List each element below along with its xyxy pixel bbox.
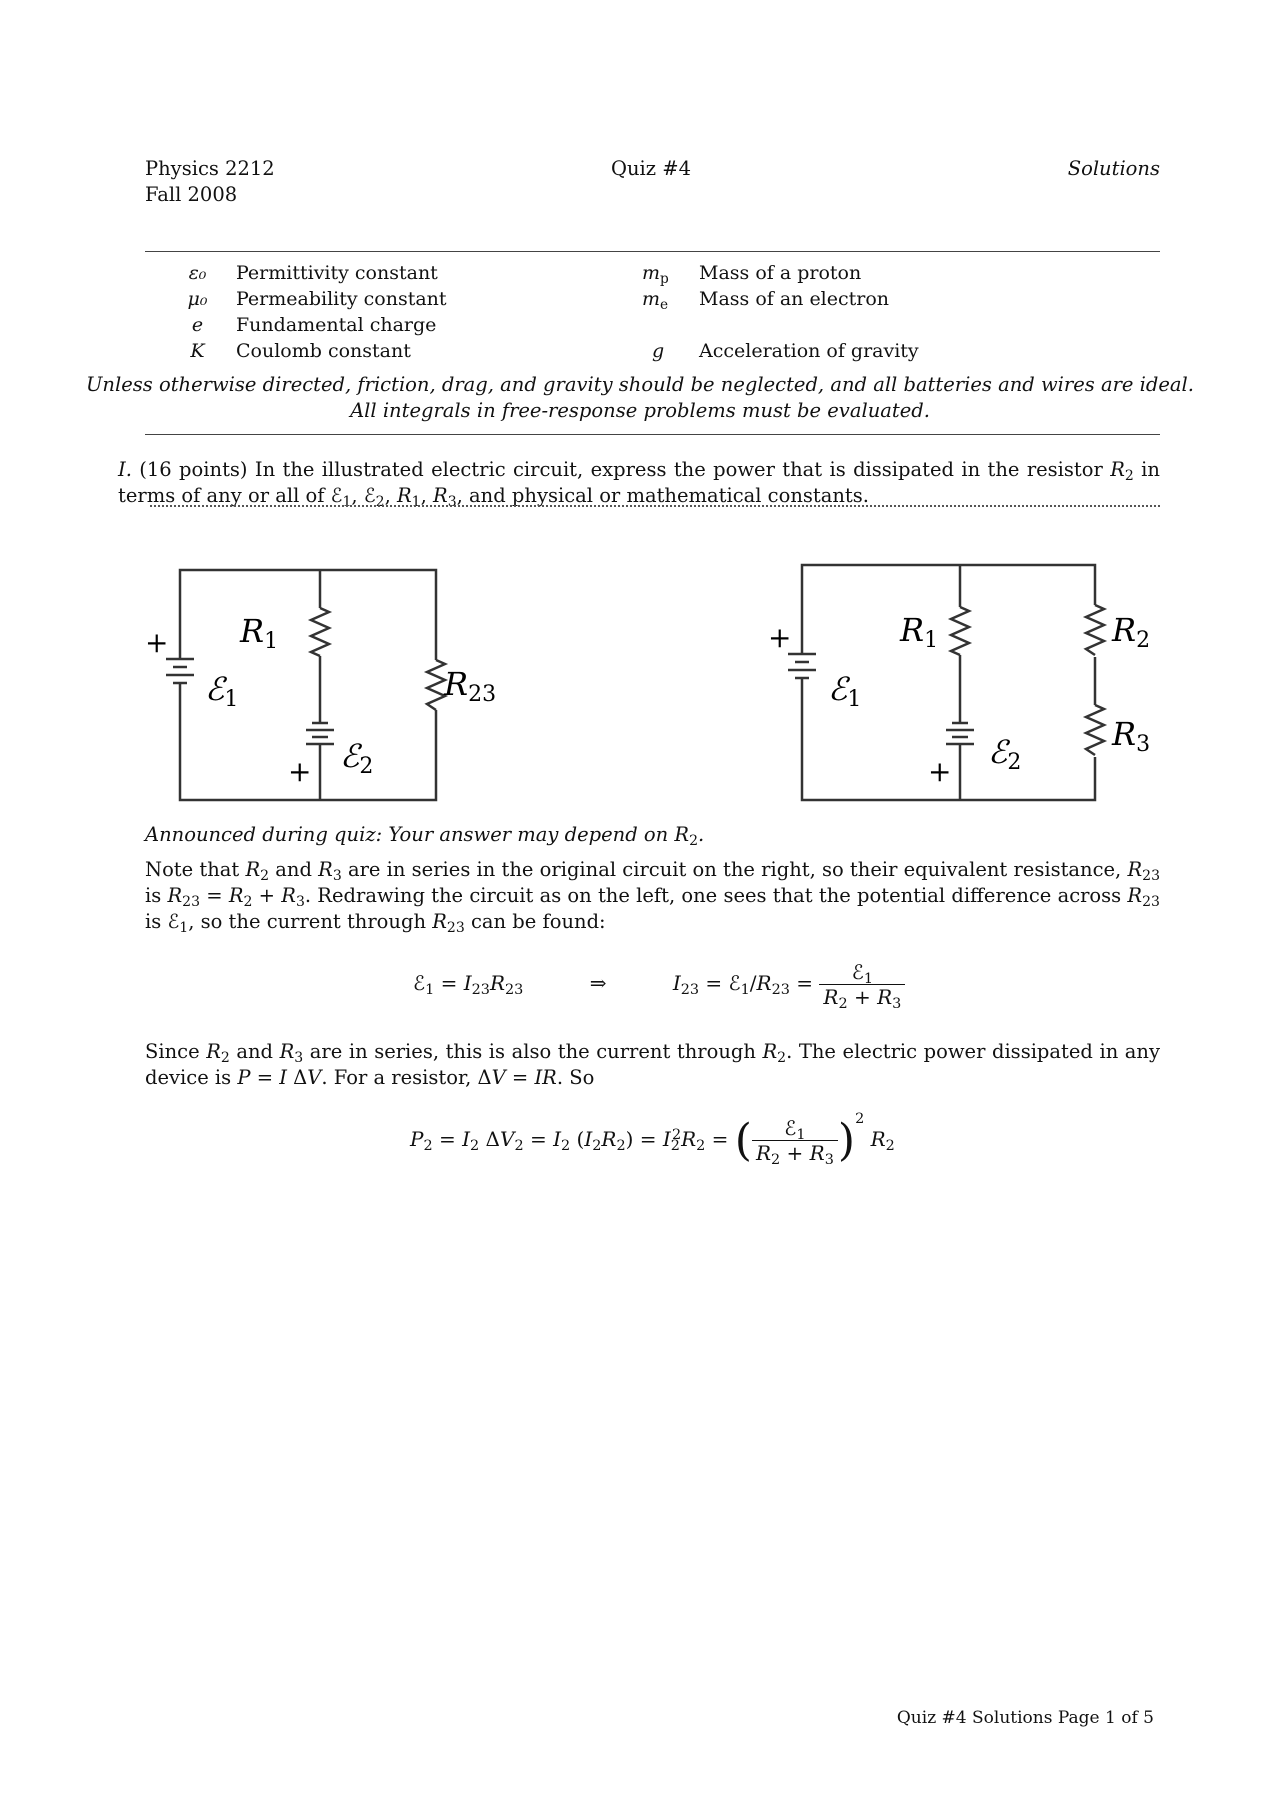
constants-table [0, 260, 1280, 365]
e2-plus-sign: + [288, 755, 312, 788]
circuit-diagram-redrawn [140, 560, 497, 820]
battery-e2-original [946, 723, 974, 744]
label-r1-original: R1 [900, 611, 939, 653]
battery-e2 [306, 723, 334, 744]
const-desc: Fundamental charge [236, 314, 437, 336]
quiz-title: Quiz #4 [611, 157, 691, 180]
label-r2: R2 [1112, 611, 1151, 653]
equation-current: ℰ$_1$ = $I_{23}R_{23}$ ⇒ $I_{23}$ = $ℰ_1/R_{23}$ = $\frac{ℰ_1}{R_2 + R_3}$ [413, 960, 905, 1009]
const-desc: Permeability constant [236, 288, 447, 310]
problem-points: (16 points) [139, 458, 248, 481]
const-desc: Mass of an electron [699, 288, 890, 310]
label-r3: R3 [1112, 715, 1151, 757]
label-e1: ℰ1 [205, 670, 239, 712]
label-e2: ℰ2 [340, 737, 374, 779]
answer-dotted-line [150, 505, 1160, 507]
announcement: Announced during quiz: Your answer may depend on $R_2$. [145, 823, 705, 849]
equation-power: $P_2 = I_2$ $\Delta V_2 = I_2$ $(I_2R_2) = I_2^2R_2$ = ( $\frac{ℰ_1}{R_2 + R_3}$ )$^2$ $R_2$ [410, 1110, 895, 1169]
circuit-diagram-original [760, 555, 1160, 815]
instructions [0, 372, 1280, 424]
e1-plus-sign: + [145, 626, 169, 659]
const-symbol: e [191, 314, 204, 336]
instructions-line-2: All integrals in free-response problems must be evaluated. [350, 399, 930, 422]
resistor-r1-original [951, 607, 969, 655]
fraction-e1-over-r2-r3: $\frac{ℰ_1}{R_2 + R_3}$ [819, 960, 905, 1009]
battery-e1-original [788, 654, 816, 678]
const-symbol: $m_p$ [642, 262, 669, 287]
const-symbol: ε₀ [188, 262, 207, 284]
const-desc: Permittivity constant [236, 262, 438, 284]
fraction-power: $\frac{ℰ_1}{R_2 + R_3}$ [752, 1116, 838, 1165]
solution-since: Since $R_2$ and $R_3$ are in series, this is also the current through $R_2$. The electric power dissipated in any device is P = I ΔV. For a resistor, ΔV = IR. So [145, 1040, 1161, 1089]
solution-note: Note that $R_2$ and $R_3$ are in series in the original circuit on the right, so their equivalent resistance, $R_{23}$ is $R_{23} = R_2 + R_3$. Redrawing the circuit as on the left, one sees that the potential difference across $R_{23}$ is ℰ$_1$, so the current through $R_{23}$ can be found: [145, 858, 1161, 936]
instructions-rule [145, 434, 1160, 435]
label-r1: R1 [240, 612, 279, 654]
battery-e1 [166, 659, 194, 683]
label-e1-original: ℰ1 [828, 670, 862, 712]
resistor-r1 [311, 608, 329, 656]
const-desc: Mass of a proton [699, 262, 862, 284]
problem-number: I. [118, 458, 132, 481]
problem-statement: I. (16 points) In the illustrated electric circuit, express the power that is dissipated in the resistor $R_2$ in terms of any or all of ℰ$_1$, ℰ$_2$, $R_1$, $R_3$, and physical or mathematical constants. [118, 458, 1160, 510]
label-e2-original: ℰ2 [988, 733, 1022, 775]
instructions-line-1: Unless otherwise directed, friction, drag, and gravity should be neglected, and all batteries and wires are ideal. [86, 373, 1194, 396]
const-symbol: g [652, 340, 665, 362]
const-symbol: μ₀ [187, 288, 208, 310]
const-desc: Acceleration of gravity [699, 340, 919, 362]
e1-plus-sign-original: + [768, 621, 792, 654]
term: Fall 2008 [145, 183, 238, 206]
const-symbol: K [190, 340, 205, 362]
const-symbol: $m_e$ [642, 288, 669, 313]
page-footer: Quiz #4 Solutions Page 1 of 5 [896, 1708, 1154, 1728]
doc-type: Solutions [1067, 157, 1160, 180]
top-rule [145, 251, 1160, 252]
const-desc: Coulomb constant [236, 340, 411, 362]
e2-plus-sign-original: + [928, 755, 952, 788]
course-name: Physics 2212 [145, 157, 275, 180]
label-r23: R23 [444, 665, 497, 707]
